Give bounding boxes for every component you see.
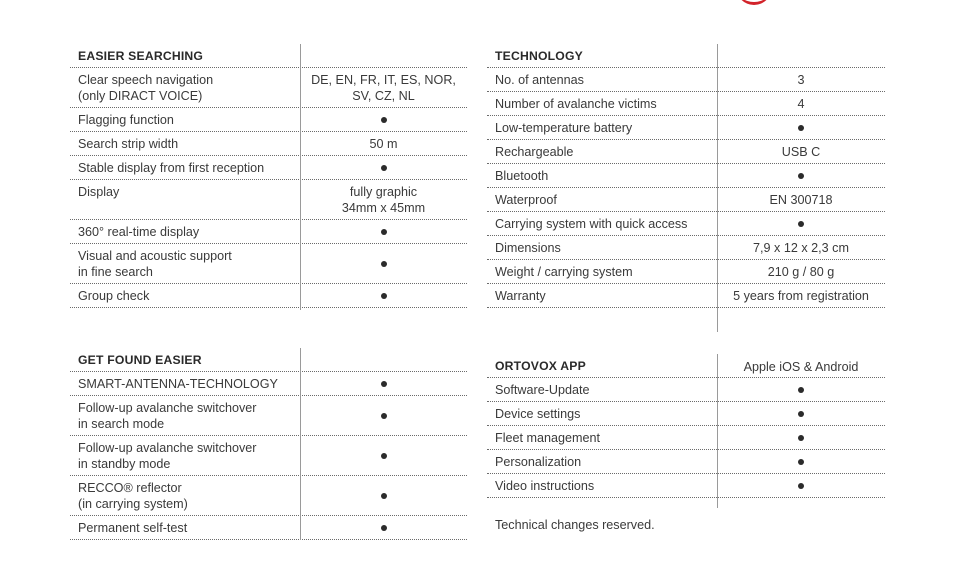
- feature-dot-cell: [300, 372, 467, 396]
- table-row: [70, 220, 467, 244]
- bullet-dot-icon: [381, 453, 387, 459]
- table-row: [70, 396, 467, 436]
- row-label: Rechargeable: [495, 145, 574, 159]
- bullet-dot-icon: [798, 387, 804, 393]
- table-row: [70, 156, 467, 180]
- bullet-dot-icon: [798, 411, 804, 417]
- row-value: DE, EN, FR, IT, ES, NOR, SV, CZ, NL: [311, 73, 456, 103]
- table-row: [487, 236, 885, 260]
- row-label: Search strip width: [78, 137, 179, 151]
- row-value: 5 years from registration: [733, 289, 869, 303]
- row-label: Weight / carrying system: [495, 265, 633, 279]
- table-row: [487, 116, 885, 140]
- row-label: Follow-up avalanche switchover in standby mode: [78, 441, 257, 471]
- technology-table: [487, 44, 885, 308]
- bullet-dot-icon: [381, 493, 387, 499]
- feature-dot-cell: [717, 378, 885, 402]
- row-label: Visual and acoustic support in fine search: [78, 249, 232, 279]
- feature-dot-cell: [717, 212, 885, 236]
- bullet-dot-icon: [798, 459, 804, 465]
- section-heading: EASIER SEARCHING: [78, 49, 204, 63]
- ortovox-app-table: [487, 354, 885, 498]
- table-header-row: [487, 354, 885, 378]
- section-heading-value: Apple iOS & Android: [743, 360, 859, 374]
- bullet-dot-icon: [798, 483, 804, 489]
- row-value: USB C: [781, 145, 821, 159]
- feature-dot-cell: [300, 244, 467, 284]
- bullet-dot-icon: [798, 173, 804, 179]
- row-label: RECCO® reflector (in carrying system): [78, 481, 188, 511]
- bullet-dot-icon: [381, 117, 387, 123]
- table-row: [487, 284, 885, 308]
- section-heading: TECHNOLOGY: [495, 49, 583, 63]
- row-label: Permanent self-test: [78, 521, 188, 535]
- feature-dot-cell: [717, 402, 885, 426]
- table-row: [70, 132, 467, 156]
- table-row: [487, 68, 885, 92]
- row-value: EN 300718: [769, 193, 833, 207]
- row-label: Follow-up avalanche switchover in search mode: [78, 401, 257, 431]
- row-value: fully graphic 34mm x 45mm: [341, 185, 426, 215]
- table-row: [487, 426, 885, 450]
- bullet-dot-icon: [381, 229, 387, 235]
- feature-dot-cell: [300, 436, 467, 476]
- feature-dot-cell: [300, 516, 467, 540]
- row-value: 3: [797, 73, 805, 87]
- row-value: 50 m: [369, 137, 398, 151]
- row-label: Group check: [78, 289, 150, 303]
- row-label: Number of avalanche victims: [495, 97, 657, 111]
- row-label: Display: [78, 185, 120, 199]
- bullet-dot-icon: [381, 261, 387, 267]
- row-label: Dimensions: [495, 241, 561, 255]
- column-divider: [717, 354, 718, 508]
- table-row: [487, 378, 885, 402]
- table-row: [70, 476, 467, 516]
- row-label: Fleet management: [495, 431, 601, 445]
- section-heading: GET FOUND EASIER: [78, 353, 202, 367]
- table-row: [487, 402, 885, 426]
- column-divider: [300, 44, 301, 310]
- row-label: Software-Update: [495, 383, 590, 397]
- row-label: Video instructions: [495, 479, 595, 493]
- feature-dot-cell: [300, 396, 467, 436]
- feature-dot-cell: [717, 450, 885, 474]
- bullet-dot-icon: [798, 435, 804, 441]
- table-row: [487, 140, 885, 164]
- bullet-dot-icon: [381, 413, 387, 419]
- row-value: 7,9 x 12 x 2,3 cm: [753, 241, 849, 255]
- bullet-dot-icon: [798, 221, 804, 227]
- row-value: 210 g / 80 g: [767, 265, 835, 279]
- footer-note: Technical changes reserved.: [495, 518, 655, 532]
- feature-dot-cell: [717, 474, 885, 498]
- table-row: [487, 212, 885, 236]
- table-row: [70, 108, 467, 132]
- table-row: [487, 260, 885, 284]
- feature-dot-cell: [717, 426, 885, 450]
- row-label: Personalization: [495, 455, 582, 469]
- row-value: 4: [797, 97, 805, 111]
- section-heading: ORTOVOX APP: [495, 359, 586, 373]
- feature-dot-cell: [300, 476, 467, 516]
- table-row: [70, 372, 467, 396]
- row-label: Device settings: [495, 407, 581, 421]
- table-header-row: [70, 348, 467, 372]
- row-label: Bluetooth: [495, 169, 549, 183]
- get-found-easier-table: [70, 348, 467, 540]
- row-label: Waterproof: [495, 193, 557, 207]
- feature-dot-cell: [717, 116, 885, 140]
- table-row: [487, 474, 885, 498]
- bullet-dot-icon: [798, 125, 804, 131]
- table-row: [70, 180, 467, 220]
- row-label: Low-temperature battery: [495, 121, 633, 135]
- feature-dot-cell: [300, 108, 467, 132]
- row-label: No. of antennas: [495, 73, 584, 87]
- table-row: [487, 450, 885, 474]
- row-label: Carrying system with quick access: [495, 217, 688, 231]
- bullet-dot-icon: [381, 381, 387, 387]
- table-row: [70, 284, 467, 308]
- row-label: Warranty: [495, 289, 546, 303]
- feature-dot-cell: [300, 156, 467, 180]
- row-label: Flagging function: [78, 113, 174, 127]
- column-divider: [717, 44, 718, 332]
- brand-accent-arc: [736, 0, 772, 5]
- row-label: 360° real-time display: [78, 225, 200, 239]
- feature-dot-cell: [300, 220, 467, 244]
- table-row: [70, 436, 467, 476]
- table-row: [487, 164, 885, 188]
- row-label: Stable display from first reception: [78, 161, 265, 175]
- bullet-dot-icon: [381, 525, 387, 531]
- bullet-dot-icon: [381, 165, 387, 171]
- table-row: [487, 188, 885, 212]
- easier-searching-table: [70, 44, 467, 308]
- row-label: Clear speech navigation (only DIRACT VOICE): [78, 73, 214, 103]
- table-row: [487, 92, 885, 116]
- table-row: [70, 516, 467, 540]
- feature-dot-cell: [717, 164, 885, 188]
- table-row: [70, 68, 467, 108]
- table-header-row: [487, 44, 885, 68]
- table-row: [70, 244, 467, 284]
- table-header-row: [70, 44, 467, 68]
- feature-dot-cell: [300, 284, 467, 308]
- row-label: SMART-ANTENNA-TECHNOLOGY: [78, 377, 278, 391]
- bullet-dot-icon: [381, 293, 387, 299]
- column-divider: [300, 348, 301, 540]
